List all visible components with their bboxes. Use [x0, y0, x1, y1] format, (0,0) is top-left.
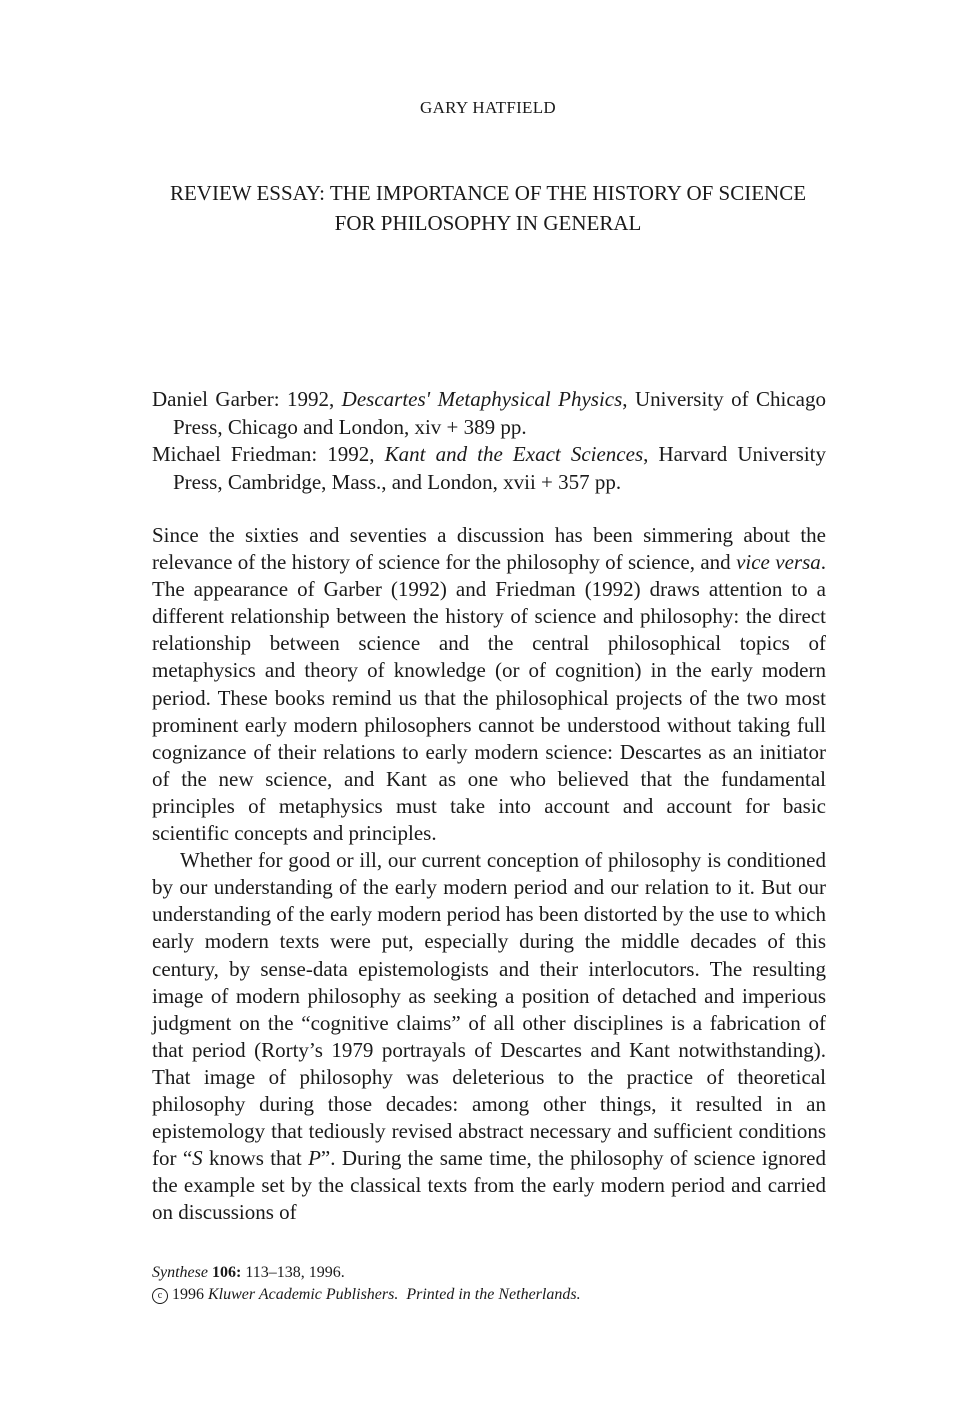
article-title: REVIEW ESSAY: THE IMPORTANCE OF THE HISTORY OF SCIENCE FOR PHILOSOPHY IN GENERAL [169, 181, 807, 235]
journal-name: Synthese [152, 1264, 208, 1281]
book-reference [152, 386, 826, 441]
author-name: GARY HATFIELD [420, 98, 556, 117]
reference-publisher: , University of Chicago Press, Chicago and London, xiv + 389 pp. [173, 387, 826, 439]
variable-s: S [192, 1146, 203, 1171]
journal-citation [152, 1262, 826, 1284]
text-run: . The appearance of Garber (1992) and Friedman (1992) draws attention to a different relationship between the history of science and philosophy: the direct relationship between science and the central philosophical topics of metaphysics and theory of knowledge (or of cognition) in the early modern period. These books remind us that the philosophical projects of the two most prominent early modern philosophers cannot be understood without taking full cognizance of their relations to early modern science: Descartes as an initiator of the new science, and Kant as one who believed that the fundamental principles of metaphysics must take into account and account for basic scientific concepts and principles. [152, 550, 826, 846]
body-text [152, 522, 826, 1226]
copyright-line [152, 1284, 826, 1306]
journal-volume: 106: [211, 1264, 242, 1281]
copyright-year: 1996 [172, 1286, 208, 1303]
printed-location: Printed in the Netherlands. [406, 1286, 581, 1303]
copyright-icon: c [152, 1288, 168, 1304]
journal-pages-year: 113–138, 1996. [241, 1264, 345, 1281]
paragraph [152, 847, 826, 1226]
text-run: Whether for good or ill, our current conception of philosophy is conditioned by our understanding of the early modern period and our relation to it. But our understanding of the early modern period has been distorted by the use to which early modern texts were put, especially during the middle decades of this century, by sense-data epistemologists and their interlocutors. The resulting image of modern philosophy as seeking a position of detached and imperious judgment on the “cognitive claims” of all other disciplines is a fabrication of that period (Rorty’s 1979 portrayals of Descartes and Kant notwithstanding). That image of philosophy was deleterious to the practice of theoretical philosophy during those decades: among other things, it resulted in an epistemology that tediously revised abstract necessary and sufficient conditions for “ [152, 848, 826, 1171]
reference-author-year: Michael Friedman: 1992, [152, 442, 385, 466]
publisher-name: Kluwer Academic Publishers. [208, 1286, 399, 1303]
book-reference [152, 441, 826, 496]
text-run: knows that [202, 1146, 309, 1171]
reference-book-title: Descartes' Metaphysical Physics [341, 387, 623, 411]
reference-book-title: Kant and the Exact Sciences [384, 442, 644, 466]
paragraph [152, 522, 826, 847]
text-run: ”. During the same time, the philosophy of science ignored the example set by the classical texts from the early modern period and carried on discussions of [152, 1146, 826, 1225]
variable-p: P [308, 1146, 321, 1171]
publication-footer [152, 1262, 826, 1306]
text-run: Since the sixties and seventies a discussion has been simmering about the relevance of the history of science for the philosophy of science, and [152, 523, 826, 575]
reviewed-books [152, 386, 826, 496]
reference-author-year: Daniel Garber: 1992, [152, 387, 342, 411]
emphasis: vice versa [736, 550, 821, 575]
reference-publisher: , Harvard University Press, Cambridge, Mass., and London, xvii + 357 pp. [173, 442, 827, 494]
